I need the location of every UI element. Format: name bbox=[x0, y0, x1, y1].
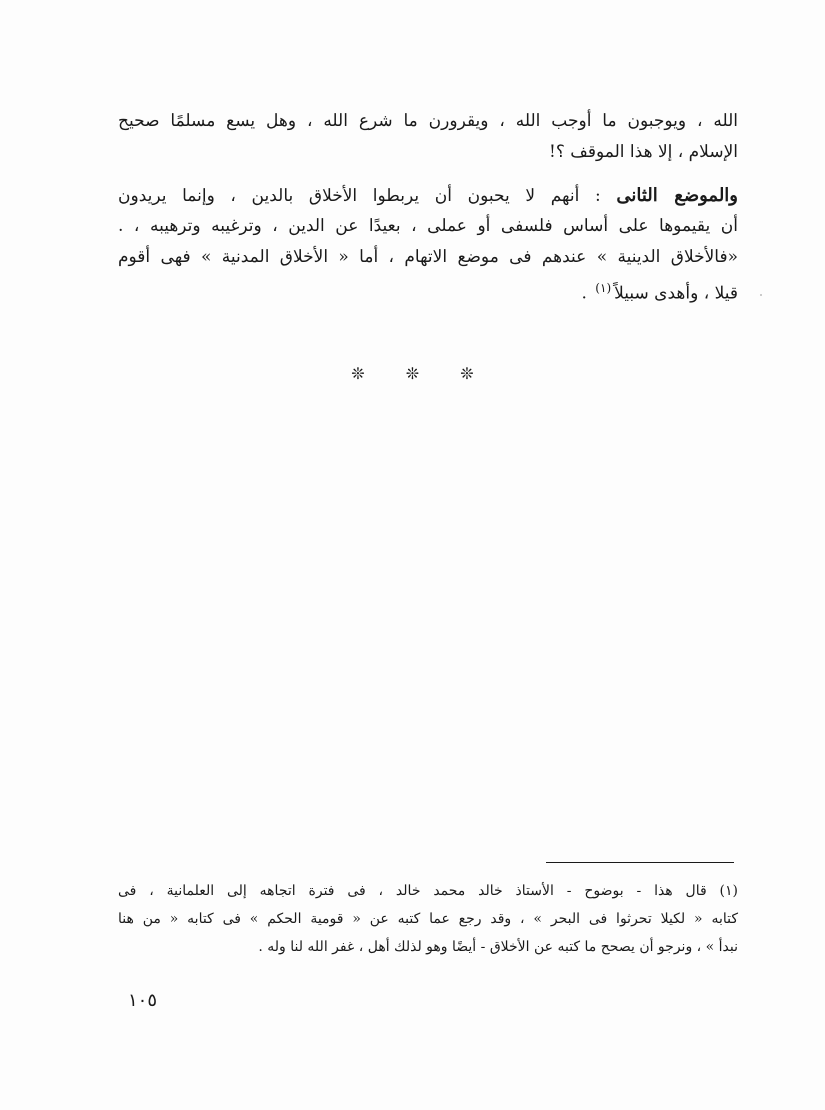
body-line: الإسلام ، إلا هذا الموقف ؟! bbox=[549, 142, 738, 162]
paragraph-heading: والموضع الثانى bbox=[616, 185, 738, 206]
body-text: : أنهم لا يحبون أن يربطوا الأخلاق بالدين ، وإنما يريدون bbox=[118, 186, 601, 206]
body-line: الله ، ويوجبون ما أوجب الله ، ويقرورن ما شرع الله ، وهل يسع مسلمًا صحيح bbox=[118, 111, 738, 131]
paragraph-2 bbox=[118, 180, 738, 304]
page-number: ١٠٥ bbox=[128, 990, 158, 1011]
footnote-line: (١) قال هذا - بوضوح - الأستاذ خالد محمد خالد ، فى فترة اتجاهه إلى العلمانية ، فى bbox=[118, 883, 738, 899]
body-line bbox=[118, 273, 738, 304]
paragraph-1 bbox=[118, 106, 738, 168]
body-text: . bbox=[581, 283, 587, 304]
body-text: قيلا ، وأهدى سبيلاً bbox=[614, 283, 738, 304]
scan-speck bbox=[760, 294, 762, 296]
section-separator bbox=[0, 364, 825, 383]
asterism-icon: ❊ bbox=[460, 364, 474, 383]
body-line: «فالأخلاق الدينية » عندهم فى موضع الاتهام ، أما « الأخلاق المدنية » فهى أقوم bbox=[118, 247, 738, 267]
footnote-reference[interactable]: (١) bbox=[595, 281, 612, 295]
footnote-line: نبدأ » ، ونرجو أن يصحح ما كتبه عن الأخلاق - أيضًا وهو لذلك أهل ، غفر الله لنا وله . bbox=[258, 939, 738, 955]
body-line: أن يقيموها على أساس فلسفى أو عملى ، بعيدًا عن الدين ، وترغيبه وترهيبه ، . bbox=[118, 216, 738, 236]
asterism-icon: ❊ bbox=[405, 364, 420, 383]
body-line bbox=[118, 180, 738, 211]
footnote-line: كتابه « لكيلا تحرثوا فى البحر » ، وقد رجع عما كتبه عن « قومية الحكم » فى كتابه « من هنا bbox=[118, 911, 738, 927]
footnote-divider bbox=[546, 862, 734, 863]
footnotes bbox=[118, 877, 738, 961]
asterism-icon: ❊ bbox=[351, 364, 365, 383]
